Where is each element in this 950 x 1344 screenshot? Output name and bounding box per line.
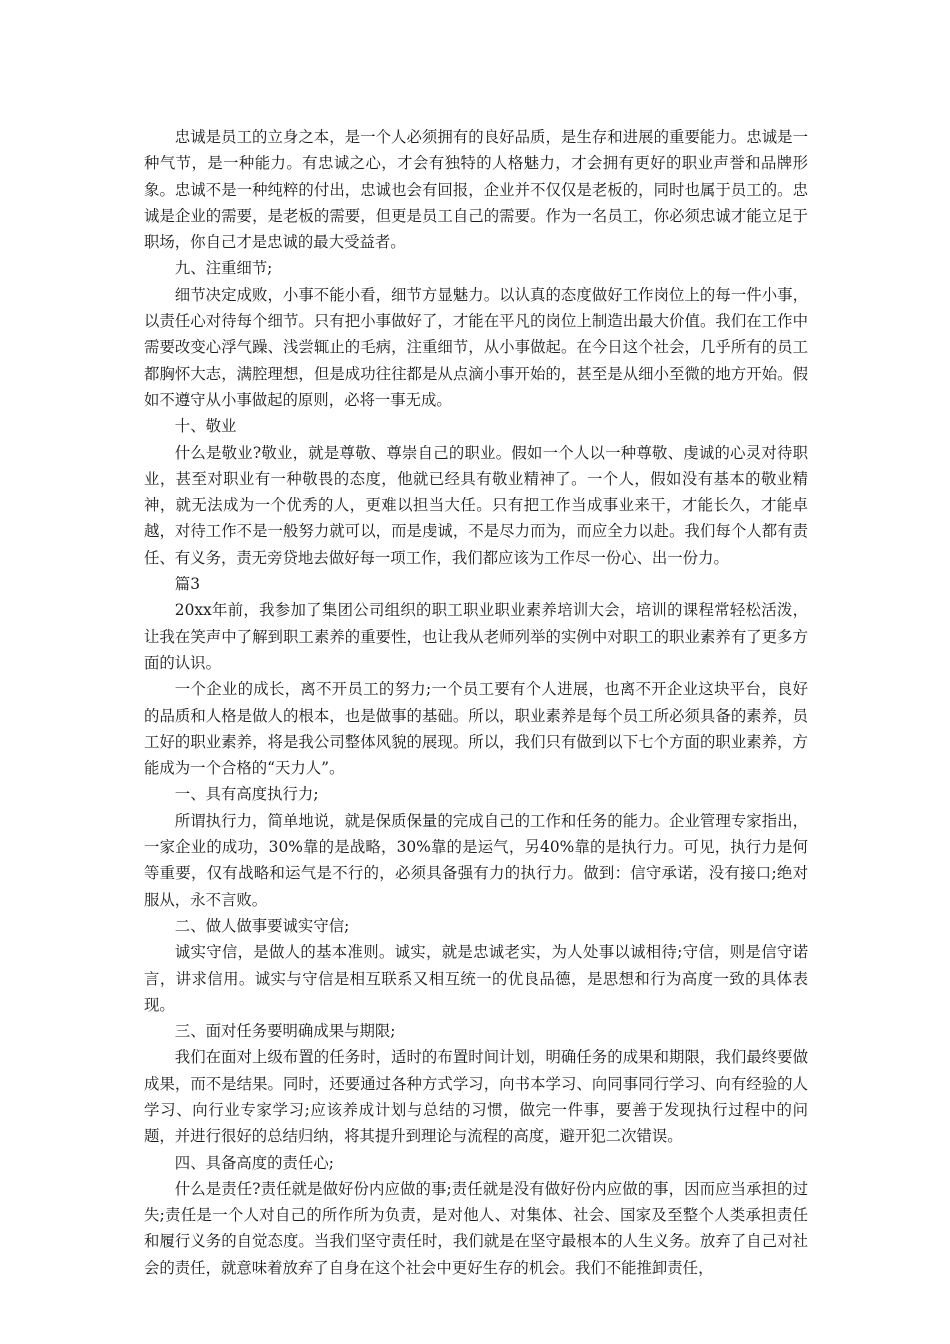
paragraph-training: 20xx年前，我参加了集团公司组织的职工职业职业素养培训大会，培训的课程常轻松活泼，让我在笑声中了解到职工素养的重要性，也让我从老师列举的实例中对职工的职业素养有了更多方面的认识。	[144, 601, 808, 672]
paragraph-enterprise-growth: 一个企业的成长，离不开员工的努力;一个员工要有个人进展，也离不开企业这块平台，良好的品质和人格是做人的根本，也是做事的基础。所以，职业素养是每个员工所必须具备的素养，员工好的职业素养，将是我公司整体风貌的展现。所以，我们只有做到以下七个方面的职业素养，方能成为一个合格的“天力人”。	[144, 680, 808, 778]
paragraph-execution: 所谓执行力，简单地说，就是保质保量的完成自己的工作和任务的能力。企业管理专家指出，一家企业的成功，30%靠的是战略，30%靠的是运气，另40%靠的是执行力。可见，执行力是何等重要，仅有战略和运气是不行的，必须具备强有力的执行力。做到：信守承诺，没有接口;绝对服从，永不言败。	[144, 811, 808, 909]
paragraph-loyalty: 忠诚是员工的立身之本，是一个人必须拥有的良好品质，是生存和进展的重要能力。忠诚是一种气节，是一种能力。有忠诚之心，才会有独特的人格魅力，才会拥有更好的职业声誉和品牌形象。忠诚不是一种纯粹的付出，忠诚也会有回报，企业并不仅仅是老板的，同时也属于员工的。忠诚是企业的需要，是老板的需要，但更是员工自己的需要。作为一名员工，你必须忠诚才能立足于职场，你自己才是忠诚的最大受益者。	[144, 128, 808, 252]
heading-three-goals: 三、面对任务要明确成果与期限;	[174, 1022, 396, 1041]
heading-article-3: 篇3	[174, 575, 200, 594]
heading-ten-dedication: 十、敬业	[174, 417, 237, 436]
paragraph-dedication: 什么是敬业?敬业，就是尊敬、尊崇自己的职业。假如一个人以一种尊敬、虔诚的心灵对待职业，甚至对职业有一种敬畏的态度，他就已经具有敬业精神了。一个人，假如没有基本的敬业精神，就无法成为一个优秀的人，更难以担当大任。只有把工作当成事业来干，才能长久，才能卓越，对待工作不是一般努力就可以，而是虔诚，不是尽力而为，而应全力以赴。我们每个人都有责任、有义务，责无旁贷地去做好每一项工作，我们都应该为工作尽一份心、出一份力。	[144, 443, 808, 567]
document-body	[144, 124, 808, 1281]
paragraph-details: 细节决定成败，小事不能小看，细节方显魅力。以认真的态度做好工作岗位上的每一件小事，以责任心对待每个细节。只有把小事做好了，才能在平凡的岗位上制造出最大价值。我们在工作中需要改变心浮气躁、浅尝辄止的毛病，注重细节，从小事做起。在今日这个社会，几乎所有的员工都胸怀大志，满腔理想，但是成功往往都是从点滴小事开始的，甚至是从细小至微的地方开始。假如不遵守从小事做起的原则，必将一事无成。	[144, 285, 808, 409]
heading-one-execution: 一、具有高度执行力;	[174, 785, 319, 804]
paragraph-responsibility: 什么是责任?责任就是做好份内应做的事;责任就是没有做好份内应做的事，因而应当承担的过失;责任是一个人对自己的所作所为负责，是对他人、对集体、社会、国家及至整个人类承担责任和履行义务的自觉态度。当我们坚守责任时，我们就是在坚守最根本的人生义务。放弃了自己对社会的责任，就意味着放弃了自身在这个社会中更好生存的机会。我们不能推卸责任，	[144, 1179, 808, 1277]
paragraph-honesty: 诚实守信，是做人的基本准则。诚实，就是忠诚老实，为人处事以诚相待;守信，则是信守诺言，讲求信用。诚实与守信是相互联系又相互统一的优良品德，是思想和行为高度一致的具体表现。	[144, 943, 808, 1014]
heading-four-responsibility: 四、具备高度的责任心;	[174, 1153, 334, 1172]
paragraph-goals: 我们在面对上级布置的任务时，适时的布置时间计划，明确任务的成果和期限，我们最终要做成果，而不是结果。同时，还要通过各种方式学习，向书本学习、向同事同行学习、向有经验的人学习、向行业专家学习;应该养成计划与总结的习惯，做完一件事，要善于发现执行过程中的问题，并进行很好的总结归纳，将其提升到理论与流程的高度，避开犯二次错误。	[144, 1048, 808, 1146]
heading-nine-details: 九、注重细节;	[174, 259, 273, 278]
heading-two-honesty: 二、做人做事要诚实守信;	[174, 916, 350, 935]
